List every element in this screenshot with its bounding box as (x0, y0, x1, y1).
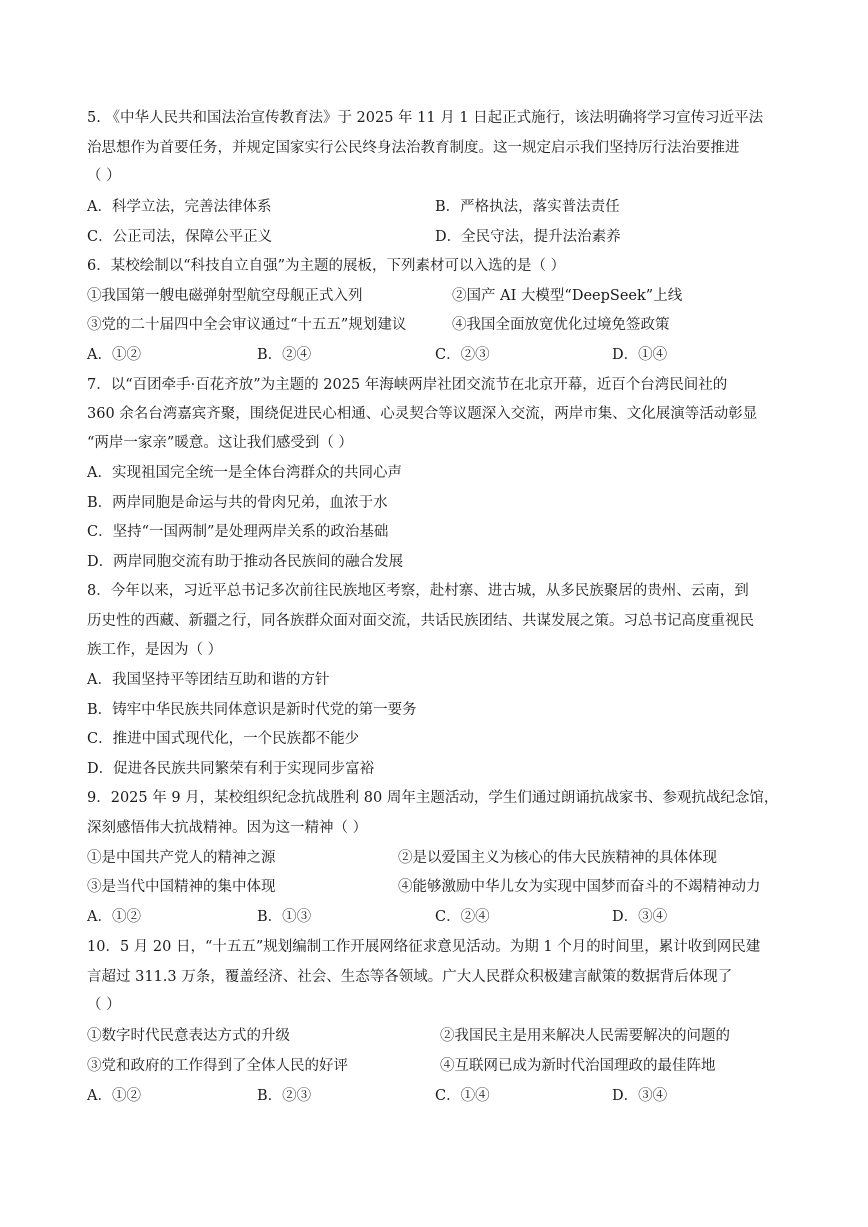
q5-option-a: A．科学立法，完善法律体系 (87, 199, 272, 215)
q7-option-c: C．坚持“一国两制”是处理两岸关系的政治基础 (87, 524, 389, 540)
q8-option-d: D．促进各民族共同繁荣有利于实现同步富裕 (87, 761, 375, 777)
q8-stem-line-3: 族工作，是因为（ ） (87, 642, 223, 658)
q5-option-b: B．严格执法，落实普法责任 (435, 199, 620, 215)
q6-stem-line-1: 6．某校绘制以“科技自立自强”为主题的展板，下列素材可以入选的是（ ） (87, 258, 566, 274)
q9-option-c: C．②④ (435, 909, 490, 925)
q10-stem-line-1: 10．5 月 20 日，“十五五”规划编制工作开展网络征求意见活动。为期 1 个月的时间里，累计收到网民建 (87, 939, 761, 955)
q10-option-d: D．③④ (612, 1088, 668, 1104)
q8-option-c: C．推进中国式现代化，一个民族都不能少 (87, 731, 360, 747)
q6-item-4: ④我国全面放宽优化过境免签政策 (452, 317, 670, 333)
q6-option-c: C．②③ (435, 347, 490, 363)
q8-stem-line-1: 8．今年以来，习近平总书记多次前往民族地区考察，赴村寨、进古城，从多民族聚居的贵州、云南，到 (87, 583, 749, 599)
q10-item-2: ②我国民主是用来解决人民需要解决的问题的 (440, 1028, 730, 1044)
q6-item-1: ①我国第一艘电磁弹射型航空母舰正式入列 (87, 288, 363, 304)
q6-option-a: A．①② (87, 347, 141, 363)
q10-option-b: B．②③ (257, 1088, 312, 1104)
q6-item-3: ③党的二十届四中全会审议通过“十五五”规划建议 (87, 317, 407, 333)
q5-stem-line-2: 治思想作为首要任务，并规定国家实行公民终身法治教育制度。这一规定启示我们坚持厉行法治要推进 (87, 140, 740, 156)
q9-item-2: ②是以爱国主义为核心的伟大民族精神的具体体现 (398, 850, 717, 866)
q6-option-d: D．①④ (612, 347, 668, 363)
q9-stem-line-2: 深刻感悟伟大抗战精神。因为这一精神（ ） (87, 820, 368, 836)
q9-item-4: ④能够激励中华儿女为实现中国梦而奋斗的不竭精神动力 (398, 879, 761, 895)
q10-item-3: ③党和政府的工作得到了全体人民的好评 (87, 1058, 348, 1074)
q10-item-1: ①数字时代民意表达方式的升级 (87, 1028, 290, 1044)
q9-item-1: ①是中国共产党人的精神之源 (87, 850, 276, 866)
q8-stem-line-2: 历史性的西藏、新疆之行，同各族群众面对面交流，共话民族团结、共谋发展之策。习总书记高度重视民 (87, 613, 754, 629)
q7-stem-line-1: 7．以“百团牵手·百花齐放”为主题的 2025 年海峡两岸社团交流节在北京开幕，近百个台湾民间社的 (87, 377, 728, 393)
q5-stem-line-1: 5. 《中华人民共和国法治宣传教育法》于 2025 年 11 月 1 日起正式施行，该法明确将学习宣传习近平法 (87, 110, 764, 126)
q9-option-d: D．③④ (612, 909, 668, 925)
q9-option-b: B．①③ (257, 909, 312, 925)
q7-option-a: A．实现祖国完全统一是全体台湾群众的共同心声 (87, 465, 402, 481)
q10-item-4: ④互联网已成为新时代治国理政的最佳阵地 (440, 1058, 716, 1074)
q9-option-a: A．①② (87, 909, 141, 925)
q9-item-3: ③是当代中国精神的集中体现 (87, 879, 276, 895)
q10-option-c: C．①④ (435, 1088, 490, 1104)
q6-option-b: B．②④ (257, 347, 312, 363)
q5-answer-paren: （ ） (87, 168, 121, 184)
q5-option-c: C．公正司法，保障公平正义 (87, 229, 273, 245)
q5-option-d: D．全民守法，提升法治素养 (435, 229, 621, 245)
q7-option-b: B．两岸同胞是命运与共的骨肉兄弟，血浓于水 (87, 495, 388, 511)
q9-stem-line-1: 9．2025 年 9 月，某校组织纪念抗战胜利 80 周年主题活动，学生们通过朗诵抗战家书、参观抗战纪念馆， (87, 790, 779, 806)
q10-stem-line-2: 言超过 311.3 万条，覆盖经济、社会、生态等各领域。广大人民群众积极建言献策的数据背后体现了 (87, 969, 733, 985)
q7-stem-line-3: “两岸一家亲”暖意。这让我们感受到（ ） (87, 435, 353, 451)
q7-option-d: D．两岸同胞交流有助于推动各民族间的融合发展 (87, 554, 404, 570)
q8-option-a: A．我国坚持平等团结互助和谐的方针 (87, 672, 330, 688)
q10-option-a: A．①② (87, 1088, 141, 1104)
q7-stem-line-2: 360 余名台湾嘉宾齐聚，围绕促进民心相通、心灵契合等议题深入交流，两岸市集、文化展演等活动彰显 (87, 406, 758, 422)
q6-item-2: ②国产 AI 大模型“DeepSeek”上线 (452, 288, 683, 304)
q8-option-b: B．铸牢中华民族共同体意识是新时代党的第一要务 (87, 702, 417, 718)
q10-answer-paren: （ ） (87, 997, 121, 1013)
